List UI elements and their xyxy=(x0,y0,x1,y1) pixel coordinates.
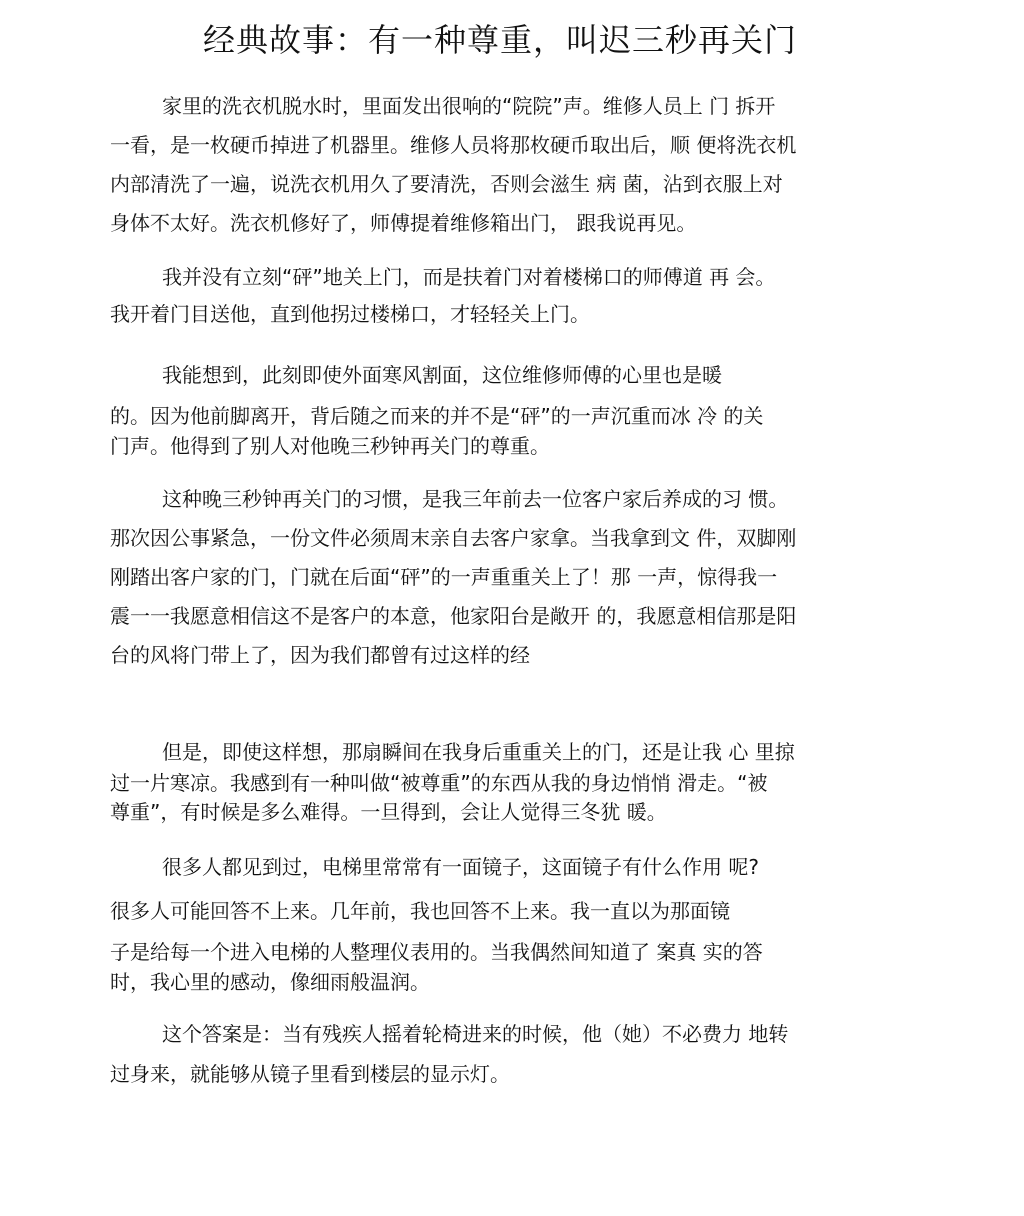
paragraph-line: 过身来，就能够从镜子里看到楼层的显示灯。 xyxy=(110,1062,510,1086)
paragraph-line: 身体不太好。洗衣机修好了，师傅提着维修箱出门， 跟我说再见。 xyxy=(110,211,697,235)
paragraph-line: 子是给每一个进入电梯的人整理仪表用的。当我偶然间知道了 案真 实的答 xyxy=(110,940,763,964)
paragraph-line: 台的风将门带上了，因为我们都曾有过这样的经 xyxy=(110,643,530,667)
paragraph-line: 尊重”，有时候是多么难得。一旦得到，会让人觉得三冬犹 暖。 xyxy=(110,800,667,824)
paragraph-line: 我能想到，此刻即使外面寒风割面，这位维修师傅的心里也是暖 xyxy=(162,363,722,387)
paragraph-line: 门声。他得到了别人对他晚三秒钟再关门的尊重。 xyxy=(110,434,550,458)
paragraph-line: 一看，是一枚硬币掉进了机器里。维修人员将那枚硬币取出后，顺 便将洗衣机 xyxy=(110,133,797,157)
paragraph-line: 这个答案是：当有残疾人摇着轮椅进来的时候，他（她）不必费力 地转 xyxy=(162,1022,789,1046)
paragraph-line: 但是，即使这样想，那扇瞬间在我身后重重关上的门，还是让我 心 里掠 xyxy=(162,740,795,764)
paragraph-line: 很多人都见到过，电梯里常常有一面镜子，这面镜子有什么作用 呢? xyxy=(162,855,759,879)
paragraph-line: 内部清洗了一遍，说洗衣机用久了要清洗，否则会滋生 病 菌，沾到衣服上对 xyxy=(110,172,783,196)
paragraph-line: 我开着门目送他，直到他拐过楼梯口，才轻轻关上门。 xyxy=(110,302,590,326)
paragraph-line: 家里的洗衣机脱水时，里面发出很响的“院院”声。维修人员上 门 拆开 xyxy=(162,94,776,118)
article-title: 经典故事：有一种尊重，叫迟三秒再关门 xyxy=(202,21,797,59)
paragraph-line: 那次因公事紧急，一份文件必须周末亲自去客户家拿。当我拿到文 件，双脚刚 xyxy=(110,526,797,550)
paragraph-line: 的。因为他前脚离开，背后随之而来的并不是“砰”的一声沉重而冰 冷 的关 xyxy=(110,404,764,428)
paragraph-line: 很多人可能回答不上来。几年前，我也回答不上来。我一直以为那面镜 xyxy=(110,899,730,923)
paragraph-line: 刚踏出客户家的门，门就在后面“砰”的一声重重关上了！那 一声，惊得我一 xyxy=(110,565,778,589)
paragraph-line: 时，我心里的感动，像细雨般温润。 xyxy=(110,970,430,994)
paragraph-line: 我并没有立刻“砰”地关上门，而是扶着门对着楼梯口的师傅道 再 会。 xyxy=(162,265,776,289)
paragraph-line: 震一一我愿意相信这不是客户的本意，他家阳台是敞开 的，我愿意相信那是阳 xyxy=(110,604,797,628)
paragraph-line: 这种晚三秒钟再关门的习惯，是我三年前去一位客户家后养成的习 惯。 xyxy=(162,487,789,511)
paragraph-line: 过一片寒凉。我感到有一种叫做“被尊重”的东西从我的身边悄悄 滑走。“被 xyxy=(110,771,768,795)
